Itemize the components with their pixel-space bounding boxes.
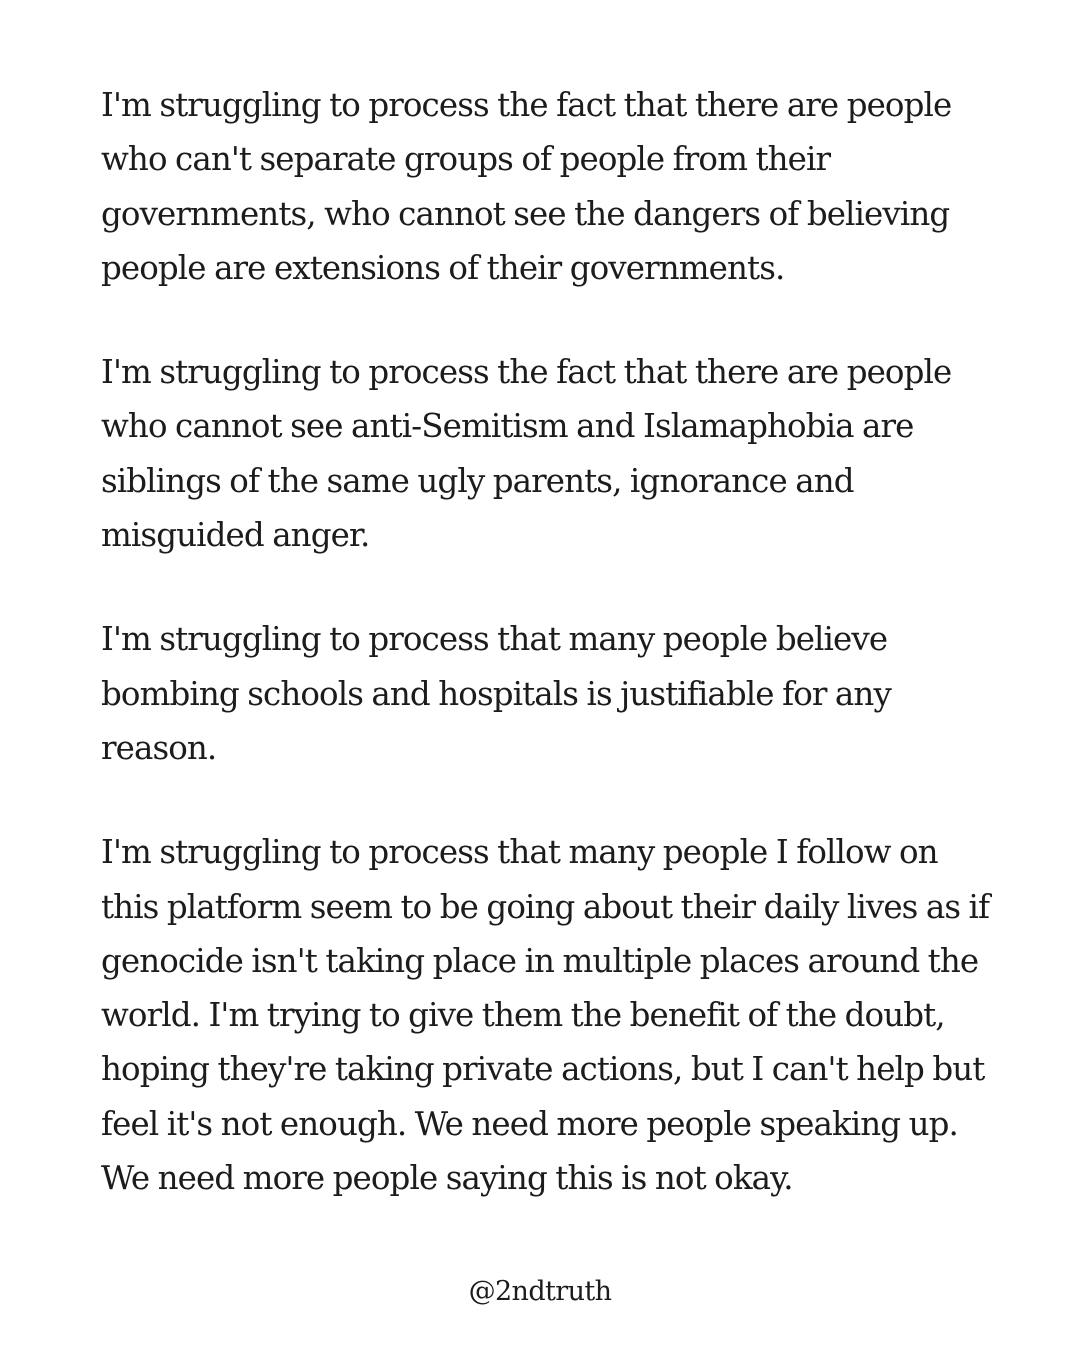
post-paragraph-1: I'm struggling to process the fact that there are people who can't separate groups of people from their governments, who cannot see the dangers of believing people are extensions of their governments. <box>101 86 952 287</box>
post-body <box>101 78 991 1205</box>
post-paragraph-4: I'm struggling to process that many people I follow on this platform seem to be going about their daily lives as if genocide isn't taking place in multiple places around the world. I'm trying to give them the benefit of the doubt, hoping they're taking private actions, but I can't help but feel it's not enough. We need more people speaking up. We need more people saying this is not okay. <box>101 833 990 1198</box>
author-handle: @2ndtruth <box>468 1276 612 1307</box>
post-paragraph-2: I'm struggling to process the fact that there are people who cannot see anti-Semitism and Islamaphobia are siblings of the same ugly parents, ignorance and misguided anger. <box>101 353 952 555</box>
post-paragraph-3: I'm struggling to process that many people believe bombing schools and hospitals is justifiable for any reason. <box>101 620 891 767</box>
